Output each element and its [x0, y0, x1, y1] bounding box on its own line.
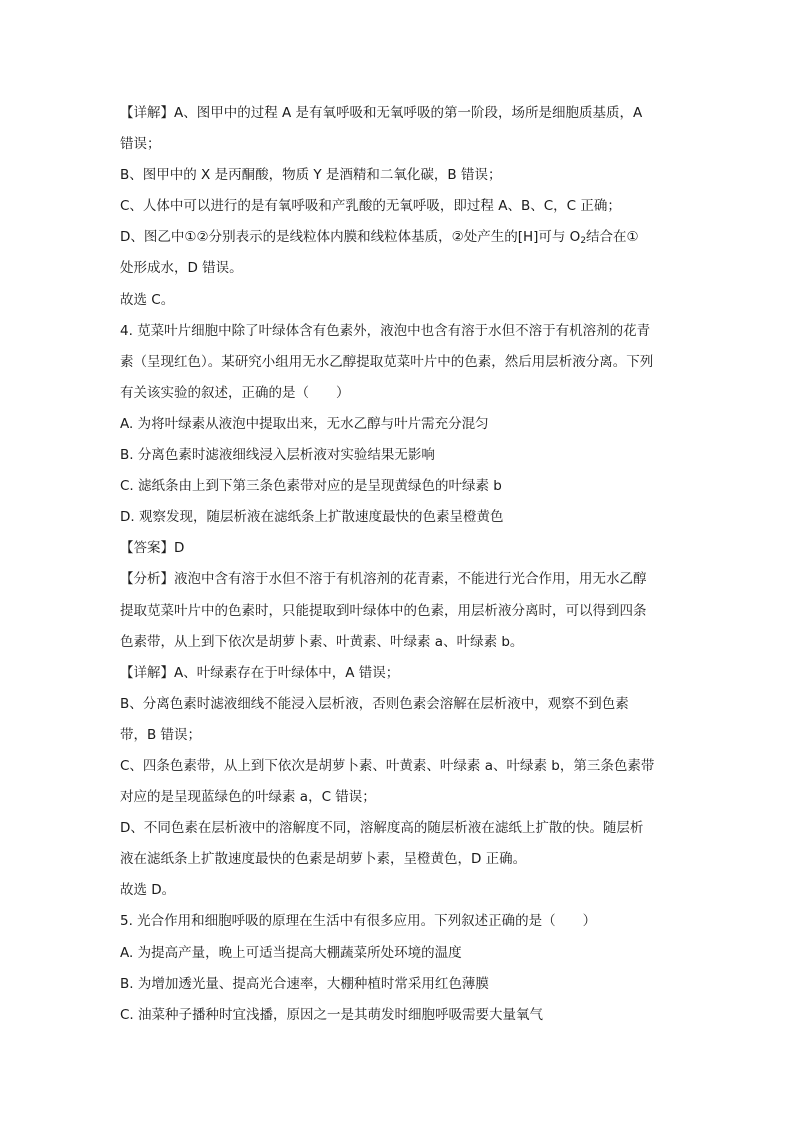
question-stem: 4. 苋菜叶片细胞中除了叶绿体含有色素外，液泡中也含有溶于水但不溶于有机溶剂的花青 — [120, 322, 651, 339]
text-line: 【分析】液泡中含有溶于水但不溶于有机溶剂的花青素，不能进行光合作用，用无水乙醇 — [120, 571, 647, 588]
option-a: A. 为将叶绿素从液泡中提取出来，无水乙醇与叶片需充分混匀 — [120, 415, 489, 432]
text-line: 提取苋菜叶片中的色素时，只能提取到叶绿体中的色素，用层析液分离时，可以得到四条 — [120, 602, 647, 619]
text-line: 错误； — [120, 136, 161, 153]
option-a: A. 为提高产量，晚上可适当提高大棚蔬菜所处环境的温度 — [120, 944, 462, 961]
answer-line: 【答案】D — [120, 540, 185, 557]
question-stem: 有关该实验的叙述，正确的是（ ） — [120, 384, 350, 401]
option-c: C. 油菜种子播种时宜浅播，原因之一是其萌发时细胞呼吸需要大量氧气 — [120, 1006, 544, 1023]
text-line: C、四条色素带，从上到下依次是胡萝卜素、叶黄素、叶绿素 a、叶绿素 b，第三条色素带 — [120, 757, 655, 774]
text-line: 对应的是呈现蓝绿色的叶绿素 a，C 错误； — [120, 789, 376, 806]
subscript: 2 — [580, 236, 587, 247]
text-line: C、人体中可以进行的是有氧呼吸和产乳酸的无氧呼吸，即过程 A、B、C，C 正确； — [120, 198, 621, 215]
text-line: 带，B 错误； — [120, 726, 202, 743]
text-segment: D、图乙中①②分别表示的是线粒体内膜和线粒体基质，②处产生的[H]可与 O — [120, 229, 581, 246]
option-d: D. 观察发现，随层析液在滤纸条上扩散速度最快的色素呈橙黄色 — [120, 509, 504, 526]
text-line: 液在滤纸条上扩散速度最快的色素是胡萝卜素，呈橙黄色，D 正确。 — [120, 851, 527, 868]
text-line: 色素带，从上到下依次是胡萝卜素、叶黄素、叶绿素 a、叶绿素 b。 — [120, 633, 524, 650]
option-c: C. 滤纸条由上到下第三条色素带对应的是呈现黄绿色的叶绿素 b — [120, 478, 502, 495]
question-stem: 素（呈现红色）。某研究小组用无水乙醇提取苋菜叶片中的色素，然后用层析液分离。下列 — [120, 353, 654, 370]
text-line: B、分离色素时滤液细线不能浸入层析液，否则色素会溶解在层析液中，观察不到色素 — [120, 695, 629, 712]
text-line: 故选 D。 — [120, 882, 176, 899]
text-line: B、图甲中的 X 是丙酮酸，物质 Y 是酒精和二氧化碳，B 错误； — [120, 167, 502, 184]
text-line: 故选 C。 — [120, 291, 175, 308]
question-stem: 5. 光合作用和细胞呼吸的原理在生活中有很多应用。下列叙述正确的是（ ） — [120, 913, 597, 930]
option-b: B. 分离色素时滤液细线浸入层析液对实验结果无影响 — [120, 447, 435, 464]
text-line: 处形成水，D 错误。 — [120, 260, 243, 277]
document-page — [120, 98, 680, 1031]
text-line: D、不同色素在层析液中的溶解度不同，溶解度高的随层析液在滤纸上扩散的快。随层析 — [120, 820, 644, 837]
text-line: 【详解】A、叶绿素存在于叶绿体中，A 错误； — [120, 664, 400, 681]
text-line: 【详解】A、图甲中的过程 A 是有氧呼吸和无氧呼吸的第一阶段，场所是细胞质基质，A — [120, 105, 643, 121]
text-line — [120, 222, 680, 253]
option-b: B. 为增加透光量、提高光合速率，大棚种植时常采用红色薄膜 — [120, 975, 489, 992]
text-segment: 结合在① — [586, 229, 639, 246]
